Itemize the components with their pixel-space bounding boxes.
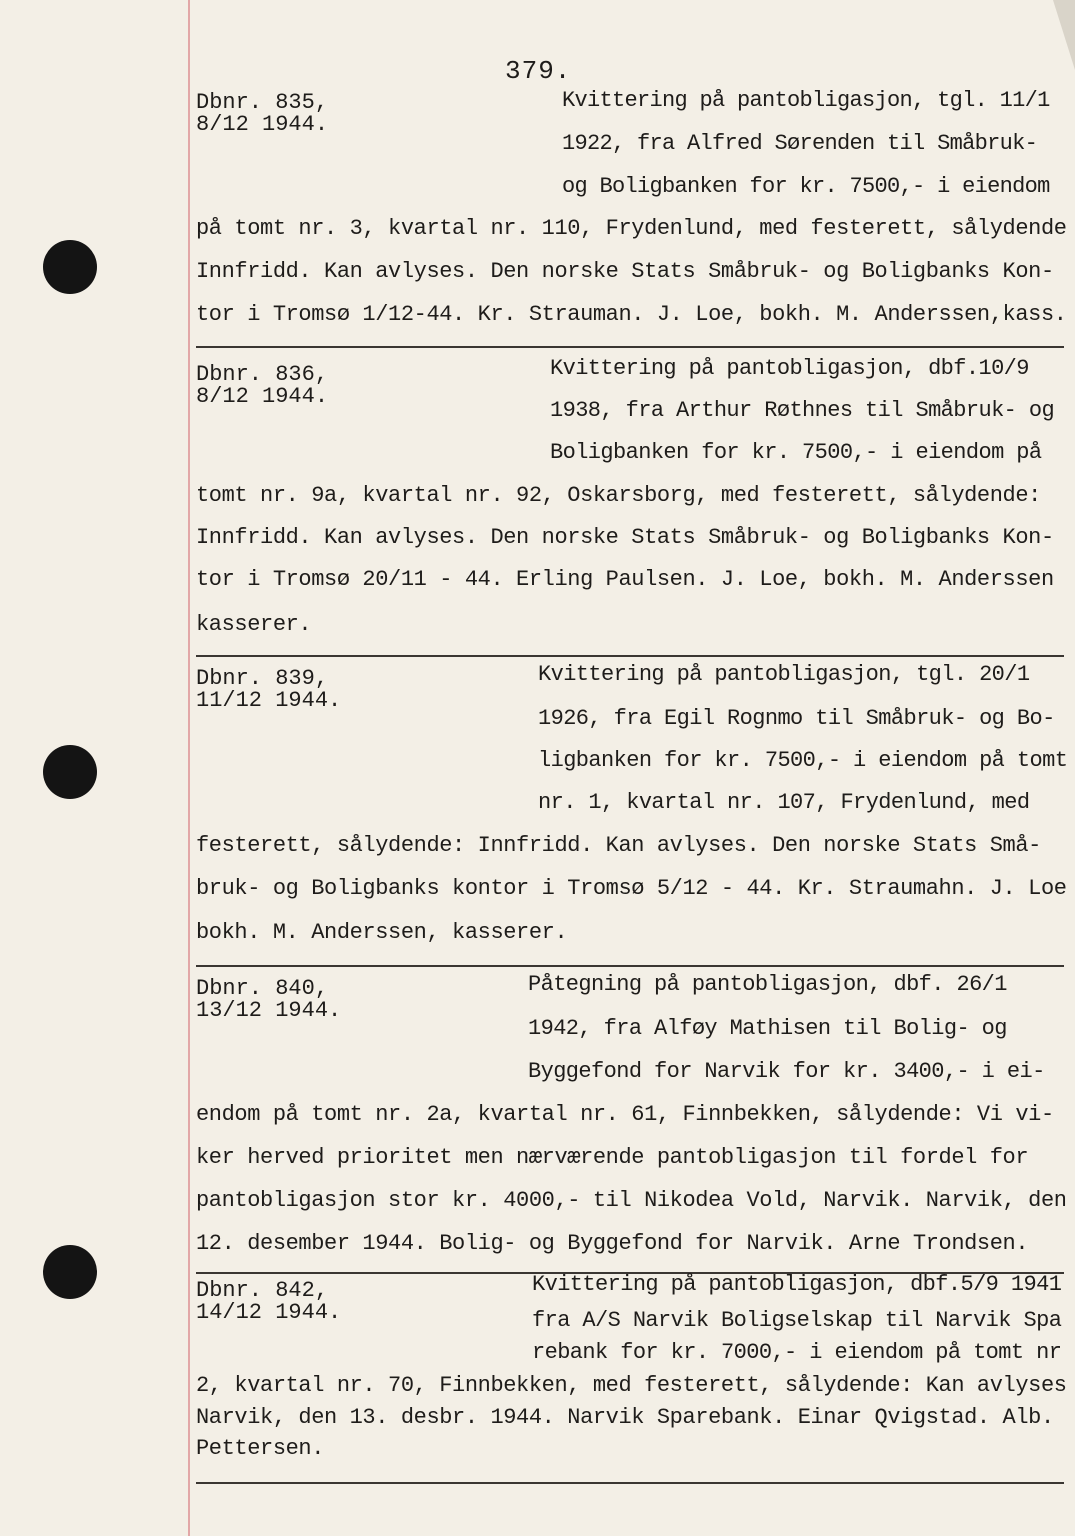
entry-line: nr. 1, kvartal nr. 107, Frydenlund, med (538, 790, 1030, 815)
entry-line: på tomt nr. 3, kvartal nr. 110, Frydenlund, med festerett, sålydende (196, 216, 1067, 241)
entry-line: tor i Tromsø 20/11 - 44. Erling Paulsen. J. Loe, bokh. M. Anderssen (196, 567, 1054, 592)
entry-line: Påtegning på pantobligasjon, dbf. 26/1 (528, 972, 1007, 997)
entry-line: rebank for kr. 7000,- i eiendom på tomt nr (532, 1340, 1062, 1365)
margin-rule (188, 0, 190, 1536)
page-number: 379. (505, 56, 572, 86)
entry-line: bokh. M. Anderssen, kasserer. (196, 920, 568, 945)
entry-line: Boligbanken for kr. 7500,- i eiendom på (550, 440, 1042, 465)
entry-line: 1942, fra Alføy Mathisen til Bolig- og (528, 1016, 1007, 1041)
entry-line: ligbanken for kr. 7500,- i eiendom på tomt (538, 748, 1068, 773)
entry-line: fra A/S Narvik Boligselskap til Narvik Spa (532, 1308, 1062, 1333)
entry-line: Kvittering på pantobligasjon, dbf.5/9 1941 (532, 1272, 1062, 1297)
dbnr-label: Dbnr. 840, (196, 976, 329, 1001)
entry-header (196, 364, 328, 408)
entry-date: 13/12 1944. (196, 998, 342, 1023)
punch-hole (43, 1245, 97, 1299)
entry-line: Pettersen. (196, 1436, 325, 1461)
entry-line: 2, kvartal nr. 70, Finnbekken, med festerett, sålydende: Kan avlyses (196, 1373, 1067, 1398)
punch-hole (43, 745, 97, 799)
punch-hole (43, 240, 97, 294)
entry-line: Innfridd. Kan avlyses. Den norske Stats Småbruk- og Boligbanks Kon- (196, 525, 1054, 550)
entry-line: tor i Tromsø 1/12-44. Kr. Strauman. J. Loe, bokh. M. Anderssen,kass. (196, 302, 1067, 327)
entry-divider (196, 1482, 1064, 1484)
dbnr-label: Dbnr. 836, (196, 362, 329, 387)
entry-line: tomt nr. 9a, kvartal nr. 92, Oskarsborg, med festerett, sålydende: (196, 483, 1041, 508)
entry-header (196, 668, 341, 712)
dbnr-label: Dbnr. 842, (196, 1278, 329, 1303)
entry-header (196, 978, 341, 1022)
entry-date: 11/12 1944. (196, 688, 342, 713)
entry-date: 8/12 1944. (196, 112, 329, 137)
entry-line: endom på tomt nr. 2a, kvartal nr. 61, Finnbekken, sålydende: Vi vi- (196, 1102, 1054, 1127)
entry-line: 12. desember 1944. Bolig- og Byggefond for Narvik. Arne Trondsen. (196, 1231, 1029, 1256)
entry-divider (196, 655, 1064, 657)
dbnr-label: Dbnr. 839, (196, 666, 329, 691)
entry-line: Kvittering på pantobligasjon, tgl. 20/1 (538, 662, 1030, 687)
entry-divider (196, 965, 1064, 967)
dbnr-label: Dbnr. 835, (196, 90, 329, 115)
entry-header (196, 1280, 341, 1324)
entry-line: kasserer. (196, 612, 312, 637)
entry-line: Innfridd. Kan avlyses. Den norske Stats Småbruk- og Boligbanks Kon- (196, 259, 1054, 284)
entry-header (196, 92, 328, 136)
entry-line: og Boligbanken for kr. 7500,- i eiendom (562, 174, 1050, 199)
entry-line: 1926, fra Egil Rognmo til Småbruk- og Bo- (538, 706, 1055, 731)
entry-line: Kvittering på pantobligasjon, dbf.10/9 (550, 356, 1029, 381)
entry-line: bruk- og Boligbanks kontor i Tromsø 5/12 - 44. Kr. Straumahn. J. Loe (196, 876, 1067, 901)
folded-corner (1053, 0, 1075, 70)
entry-line: Byggefond for Narvik for kr. 3400,- i ei- (528, 1059, 1045, 1084)
entry-date: 8/12 1944. (196, 384, 329, 409)
entry-line: 1938, fra Arthur Røthnes til Småbruk- og (550, 398, 1055, 423)
entry-line: ker herved prioritet men nærværende pantobligasjon til fordel for (196, 1145, 1029, 1170)
entry-line: Kvittering på pantobligasjon, tgl. 11/1 (562, 88, 1050, 113)
entry-line: festerett, sålydende: Innfridd. Kan avlyses. Den norske Stats Små- (196, 833, 1041, 858)
entry-line: 1922, fra Alfred Sørenden til Småbruk- (562, 131, 1038, 156)
entry-line: pantobligasjon stor kr. 4000,- til Nikodea Vold, Narvik. Narvik, den (196, 1188, 1067, 1213)
entry-date: 14/12 1944. (196, 1300, 342, 1325)
entry-line: Narvik, den 13. desbr. 1944. Narvik Sparebank. Einar Qvigstad. Alb. (196, 1405, 1054, 1430)
entry-divider (196, 346, 1064, 348)
